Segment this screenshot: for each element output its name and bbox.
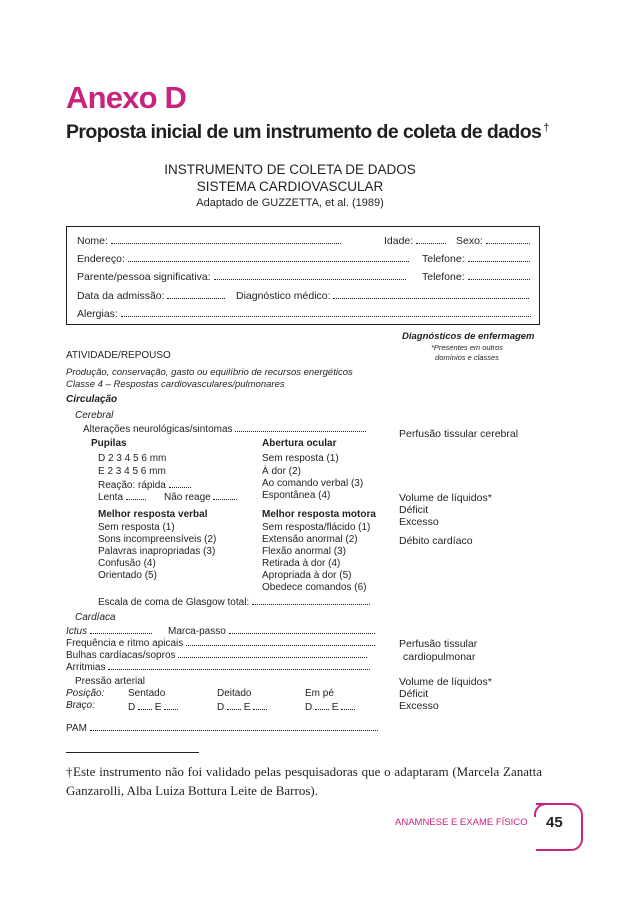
verbal-option-2: Sons incompreensíveis (2): [98, 534, 217, 545]
address-line[interactable]: [128, 252, 409, 262]
arrhythmia-label: Arritmias: [66, 662, 106, 673]
annex-title: Anexo D: [66, 80, 187, 115]
diagnoses-note-1: *Presentes em outros: [430, 343, 504, 352]
phone-line[interactable]: [468, 252, 530, 262]
diag-cerebral-perfusion: Perfusão tissular cerebral: [399, 428, 519, 440]
relative-line[interactable]: [214, 270, 406, 280]
diagnosis-label: Diagnóstico médico:: [236, 290, 331, 302]
phone2-field[interactable]: [422, 270, 530, 283]
identification-box: [66, 226, 540, 325]
relative-label: Parente/pessoa significativa:: [77, 271, 211, 283]
pam-field[interactable]: [66, 721, 378, 734]
ictus-label: Ictus: [66, 626, 88, 637]
sitting-d-line[interactable]: [138, 700, 152, 710]
cerebral-heading: Cerebral: [75, 410, 114, 421]
reaction-fast-label: Reação: rápida: [98, 480, 166, 491]
no-reaction-label: Não reage: [164, 492, 211, 503]
motor-option-3: Flexão anormal (3): [262, 546, 346, 557]
subtitle-text: Proposta inicial de um instrumento de coleta de dados: [66, 121, 542, 143]
motor-option-6: Obedece comandos (6): [262, 582, 367, 593]
admission-label: Data da admissão:: [77, 290, 165, 302]
diagnoses-note-2: domínios e classes: [435, 353, 499, 362]
lying-d-label: D: [217, 702, 225, 713]
diag-tissue-perfusion: Perfusão tissular: [399, 638, 478, 650]
no-reaction-line[interactable]: [213, 490, 237, 500]
standing-e-label: E: [331, 702, 339, 713]
age-field[interactable]: [384, 234, 446, 247]
apical-rhythm-label: Frequência e ritmo apicais: [66, 638, 184, 649]
arm-label: Braço:: [66, 700, 95, 711]
motor-option-4: Retirada à dor (4): [262, 558, 341, 569]
position-standing: Em pé: [305, 688, 334, 699]
reaction-slow-label: Lenta: [98, 492, 124, 503]
reaction-slow-line[interactable]: [126, 490, 146, 500]
eye-option-1: Sem resposta (1): [262, 453, 339, 464]
verbal-heading: Melhor resposta verbal: [98, 509, 208, 520]
pacemaker-label: Marca-passo: [168, 626, 226, 637]
age-label: Idade:: [384, 235, 414, 247]
diagnosis-field[interactable]: [236, 289, 529, 302]
pacemaker-line[interactable]: [229, 624, 375, 634]
name-label: Nome:: [77, 235, 108, 247]
heart-sounds-label: Bulhas cardíacas/sopros: [66, 650, 176, 661]
diag-excess-1: Excesso: [399, 516, 439, 528]
arrhythmia-line[interactable]: [108, 660, 370, 670]
nursing-diagnoses-title: Diagnósticos de enfermagem: [402, 331, 535, 342]
reaction-slow-field[interactable]: [98, 490, 146, 503]
page-subtitle: [66, 121, 549, 144]
name-line[interactable]: [111, 234, 341, 244]
eye-option-4: Espontânea (4): [262, 490, 331, 501]
admission-field[interactable]: [77, 289, 225, 302]
admission-line[interactable]: [167, 289, 225, 299]
phone-label: Telefone:: [422, 253, 465, 265]
neuro-changes-line[interactable]: [235, 422, 366, 432]
age-line[interactable]: [416, 234, 446, 244]
lying-d-line[interactable]: [227, 700, 241, 710]
page-number: 45: [546, 814, 563, 831]
form-subtitle: SISTEMA CARDIOVASCULAR: [196, 179, 384, 194]
address-field[interactable]: [77, 252, 409, 265]
ictus-line[interactable]: [90, 624, 152, 634]
phone-field[interactable]: [422, 252, 530, 265]
standing-e-line[interactable]: [341, 700, 355, 710]
eye-opening-heading: Abertura ocular: [262, 438, 337, 449]
neuro-changes-label: Alterações neurológicas/sintomas: [83, 424, 233, 435]
footer-section: ANAMNESE E EXAME FÍSICO: [395, 817, 528, 828]
address-label: Endereço:: [77, 253, 125, 265]
sitting-e-line[interactable]: [164, 700, 178, 710]
position-lying: Deitado: [217, 688, 252, 699]
footnote-rule: [66, 752, 199, 753]
sex-field[interactable]: [456, 234, 530, 247]
diag-deficit-1: Déficit: [399, 504, 429, 516]
standing-d-label: D: [305, 702, 313, 713]
relative-field[interactable]: [77, 270, 406, 283]
sitting-d-label: D: [128, 702, 136, 713]
verbal-option-3: Palavras inapropriadas (3): [98, 546, 216, 557]
arrhythmia-field[interactable]: [66, 660, 370, 673]
pupil-left: E 2 3 4 5 6 mm: [98, 466, 166, 477]
diag-fluid-volume-1: Volume de líquidos*: [399, 492, 492, 504]
sex-line[interactable]: [486, 234, 530, 244]
subtitle-mark: †: [543, 121, 549, 134]
glasgow-total-line[interactable]: [252, 595, 370, 605]
pupil-right: D 2 3 4 5 6 mm: [98, 453, 167, 464]
name-field[interactable]: [77, 234, 341, 247]
sitting-arm-fields[interactable]: [128, 700, 178, 713]
form-title: INSTRUMENTO DE COLETA DE DADOS: [164, 162, 416, 177]
motor-option-1: Sem resposta/flácido (1): [262, 522, 371, 533]
diag-deficit-2: Déficit: [399, 688, 429, 700]
apical-rhythm-line[interactable]: [186, 636, 375, 646]
verbal-option-4: Confusão (4): [98, 558, 156, 569]
motor-option-5: Apropriada à dor (5): [262, 570, 352, 581]
no-reaction-field[interactable]: [164, 490, 237, 503]
standing-arm-fields[interactable]: [305, 700, 355, 713]
lying-e-label: E: [243, 702, 251, 713]
eye-option-3: Ao comando verbal (3): [262, 478, 364, 489]
pam-line[interactable]: [90, 721, 378, 731]
pam-label: PAM: [66, 723, 87, 734]
pupils-heading: Pupilas: [91, 438, 127, 449]
section-activity-rest: ATIVIDADE/REPOUSO: [66, 350, 171, 361]
adapted-from: Adaptado de GUZZETTA, et al. (1989): [196, 197, 384, 209]
cardiac-heading: Cardíaca: [75, 612, 116, 623]
glasgow-total-label: Escala de coma de Glasgow total:: [98, 597, 250, 608]
glasgow-total-field[interactable]: [98, 595, 370, 608]
verbal-option-1: Sem resposta (1): [98, 522, 175, 533]
domain-description: Produção, conservação, gasto ou equilíbrio de recursos energéticos: [66, 367, 353, 378]
neuro-changes-field[interactable]: [83, 422, 366, 435]
diag-cardiac-output: Débito cardíaco: [399, 535, 473, 547]
circulation-heading: Circulação: [66, 394, 118, 405]
allergies-line[interactable]: [121, 307, 531, 317]
verbal-option-5: Orientado (5): [98, 570, 157, 581]
eye-option-2: À dor (2): [262, 466, 301, 477]
diag-cardiopulmonary: cardiopulmonar: [403, 651, 476, 663]
diag-excess-2: Excesso: [399, 700, 439, 712]
class-description: Classe 4 – Respostas cardiovasculares/pulmonares: [66, 379, 285, 390]
diag-fluid-volume-2: Volume de líquidos*: [399, 676, 492, 688]
heart-sounds-line[interactable]: [178, 648, 367, 658]
standing-d-line[interactable]: [315, 700, 329, 710]
diagnosis-line[interactable]: [333, 289, 529, 299]
sitting-e-label: E: [154, 702, 162, 713]
reaction-fast-line[interactable]: [169, 478, 191, 488]
lying-e-line[interactable]: [253, 700, 267, 710]
footnote: †Este instrumento não foi validado pelas pesquisadoras que o adaptaram (Marcela Zanatta Ganzarolli, Alba Luiza Bottura Leite de Barros).: [66, 764, 542, 798]
phone2-line[interactable]: [468, 270, 530, 280]
position-label: Posição:: [66, 688, 105, 699]
motor-heading: Melhor resposta motora: [262, 509, 376, 520]
sex-label: Sexo:: [456, 235, 483, 247]
allergies-label: Alergias:: [77, 308, 118, 320]
allergies-field[interactable]: [77, 307, 531, 320]
phone2-label: Telefone:: [422, 271, 465, 283]
blood-pressure-heading: Pressão arterial: [75, 676, 146, 687]
lying-arm-fields[interactable]: [217, 700, 267, 713]
motor-option-2: Extensão anormal (2): [262, 534, 358, 545]
position-sitting: Sentado: [128, 688, 166, 699]
